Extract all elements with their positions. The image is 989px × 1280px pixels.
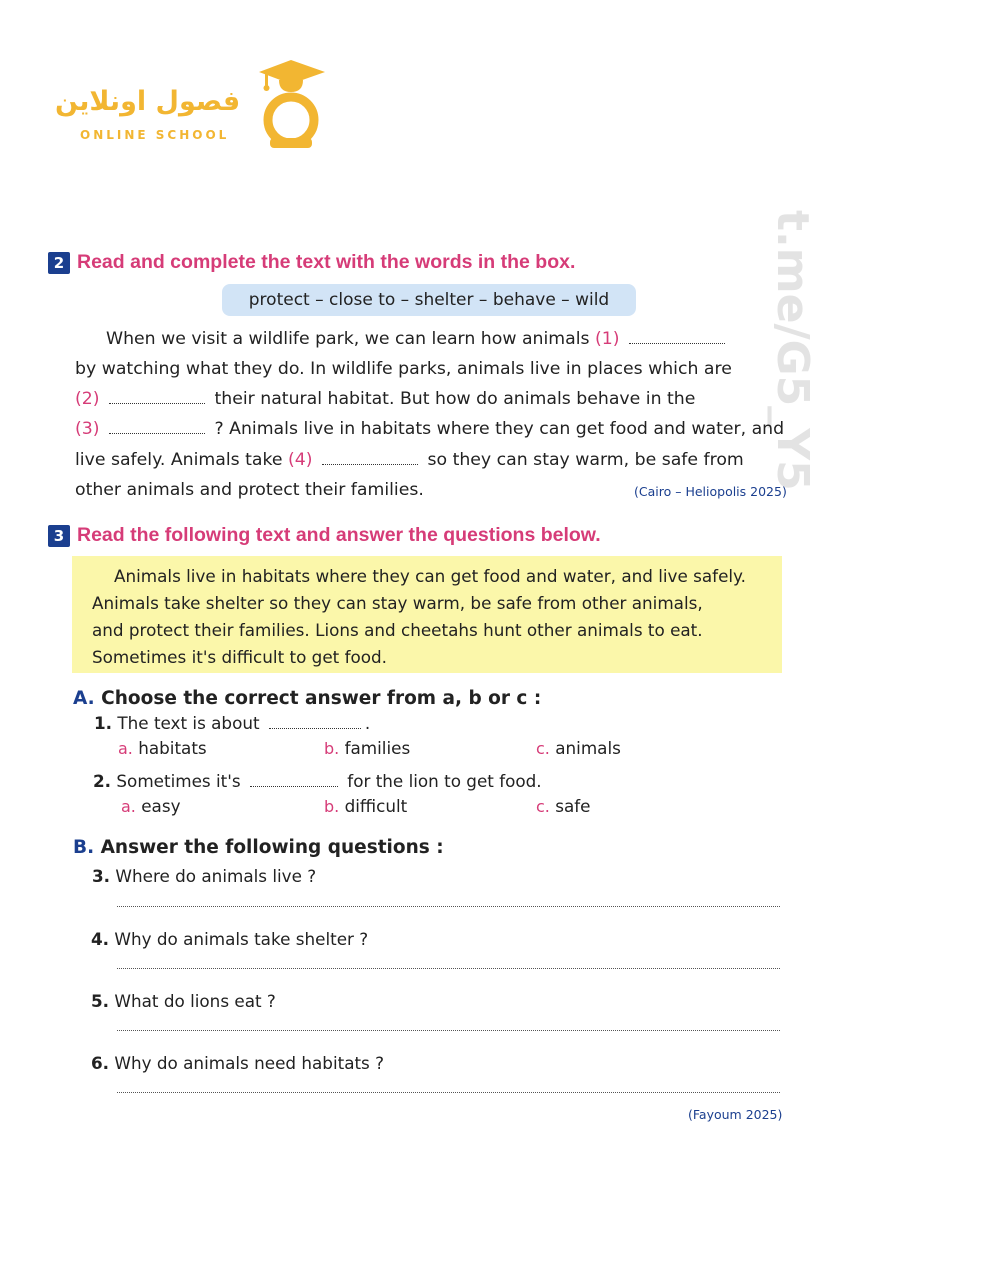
answer-line[interactable] — [117, 1091, 780, 1093]
passage-line: Sometimes it's difficult to get food. — [92, 647, 387, 667]
part-b-heading — [73, 837, 444, 858]
question-number: 2. — [93, 771, 112, 791]
question-number: 4. — [91, 929, 110, 949]
blank-line[interactable] — [109, 402, 205, 404]
question-number: 1. — [94, 713, 113, 733]
blank-number: (4) — [288, 450, 313, 470]
option-text: animals — [555, 738, 621, 758]
text-line-5 — [75, 450, 744, 470]
question-5 — [91, 991, 276, 1011]
text-line-2: by watching what they do. In wildlife parks, animals live in places which are — [75, 359, 732, 379]
text-line-4 — [75, 419, 784, 439]
text-line-1 — [106, 329, 729, 349]
text-segment: their natural habitat. But how do animals behave in the — [214, 389, 696, 409]
blank-line[interactable] — [109, 432, 205, 434]
section-number-badge: 2 — [48, 252, 70, 274]
option-letter: c. — [536, 739, 550, 758]
option-text: safe — [555, 796, 591, 816]
text-segment: live safely. Animals take — [75, 450, 283, 470]
part-title: Answer the following questions : — [100, 837, 444, 858]
question-2 — [93, 771, 542, 791]
watermark-text: t.me/G5_Y5 — [767, 210, 818, 491]
question-text: The text is about — [117, 713, 260, 733]
blank-line[interactable] — [269, 727, 361, 729]
option-b[interactable] — [324, 796, 407, 816]
blank-number: (3) — [75, 419, 100, 439]
option-text: difficult — [344, 796, 408, 816]
text-line-6: other animals and protect their families. — [75, 480, 424, 500]
question-number: 6. — [91, 1053, 110, 1073]
text-segment: ? Animals live in habitats where they can get food and water, and — [214, 419, 785, 439]
option-b[interactable] — [324, 738, 410, 758]
question-3 — [92, 866, 316, 886]
option-letter: b. — [324, 797, 340, 816]
blank-line[interactable] — [322, 463, 418, 465]
question-text: What do lions eat ? — [114, 991, 276, 1011]
option-c[interactable] — [536, 738, 621, 758]
option-letter: a. — [118, 739, 133, 758]
part-letter: A. — [73, 688, 95, 709]
passage-line: and protect their families. Lions and cheetahs hunt other animals to eat. — [92, 620, 703, 640]
part-letter: B. — [73, 837, 95, 858]
graduation-cap-logo-icon — [255, 58, 327, 150]
option-a[interactable] — [121, 796, 181, 816]
answer-line[interactable] — [117, 967, 780, 969]
question-text: Why do animals take shelter ? — [114, 929, 369, 949]
option-text: easy — [141, 796, 181, 816]
source-citation: (Cairo – Heliopolis 2025) — [634, 484, 787, 499]
question-text: for the lion to get food. — [347, 771, 542, 791]
question-text: Where do animals live ? — [115, 866, 317, 886]
question-number: 3. — [92, 866, 111, 886]
logo-english-text: ONLINE SCHOOL — [80, 128, 230, 142]
part-title: Choose the correct answer from a, b or c : — [101, 688, 542, 709]
source-citation: (Fayoum 2025) — [688, 1107, 783, 1122]
passage-line: Animals take shelter so they can stay warm, be safe from other animals, — [92, 593, 703, 613]
section-number-badge: 3 — [48, 525, 70, 547]
section-title: Read the following text and answer the questions below. — [77, 524, 601, 546]
answer-line[interactable] — [117, 1029, 780, 1031]
option-c[interactable] — [536, 796, 591, 816]
question-6 — [91, 1053, 384, 1073]
answer-line[interactable] — [117, 905, 780, 907]
text-segment: When we visit a wildlife park, we can learn how animals — [106, 329, 590, 349]
text-line-3 — [75, 389, 695, 409]
question-text: . — [364, 713, 371, 733]
blank-number: (1) — [595, 329, 620, 349]
logo-arabic-text: فصول اونلاين — [55, 86, 241, 117]
blank-number: (2) — [75, 389, 100, 409]
option-text: families — [344, 738, 411, 758]
part-a-heading — [73, 688, 541, 709]
question-number: 5. — [91, 991, 110, 1011]
question-1 — [94, 713, 370, 733]
text-segment: so they can stay warm, be safe from — [427, 450, 744, 470]
option-letter: a. — [121, 797, 136, 816]
blank-line[interactable] — [629, 342, 725, 344]
option-letter: b. — [324, 739, 340, 758]
question-4 — [91, 929, 368, 949]
option-text: habitats — [138, 738, 207, 758]
section-title: Read and complete the text with the words in the box. — [77, 251, 576, 273]
option-a[interactable] — [118, 738, 207, 758]
word-box-text: protect – close to – shelter – behave – wild — [248, 290, 610, 310]
question-text: Why do animals need habitats ? — [114, 1053, 385, 1073]
question-text: Sometimes it's — [116, 771, 241, 791]
blank-line[interactable] — [250, 785, 338, 787]
option-letter: c. — [536, 797, 550, 816]
passage-line: Animals live in habitats where they can get food and water, and live safely. — [114, 566, 746, 586]
